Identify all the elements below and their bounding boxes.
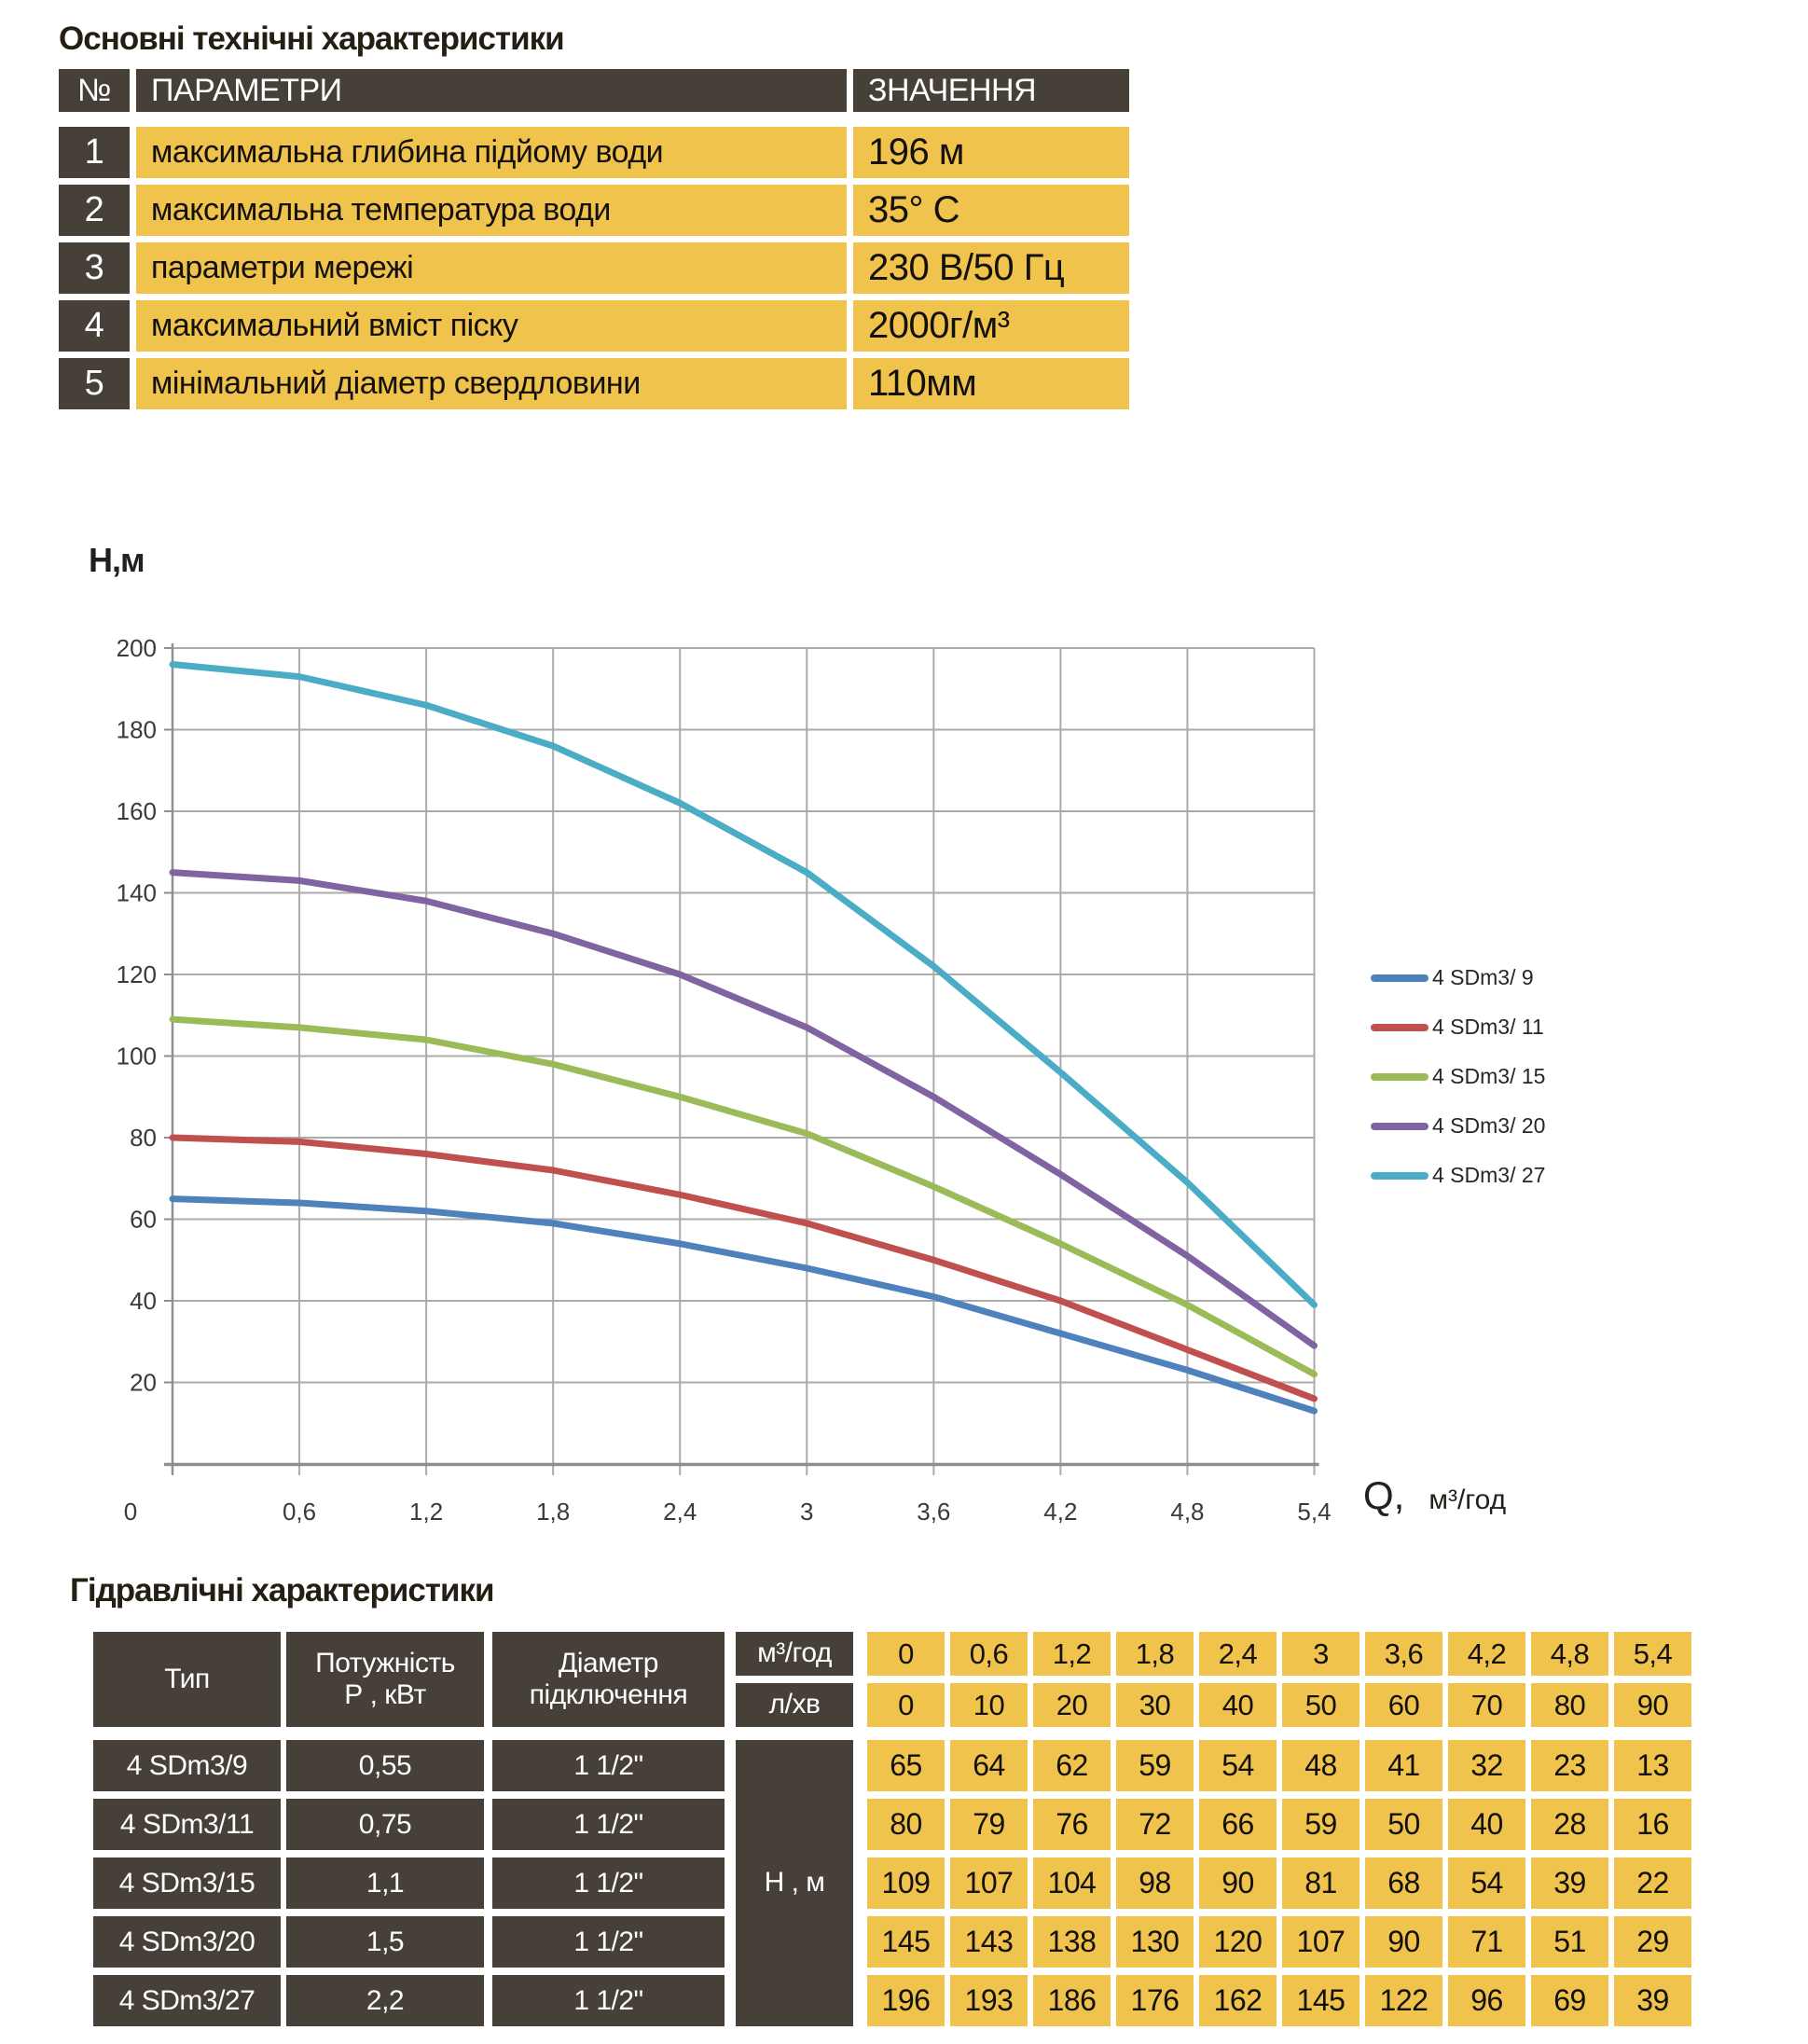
- hyd-head-value: 120: [1199, 1916, 1277, 1968]
- hyd-head-value: 66: [1199, 1799, 1277, 1850]
- hyd-pump-diameter: 1 1/2": [492, 1799, 725, 1850]
- hyd-flow-lmin-value: 80: [1531, 1683, 1608, 1727]
- tech-row-value: 110мм: [853, 358, 1129, 409]
- hyd-flow-lmin-value: 20: [1033, 1683, 1111, 1727]
- hyd-flow-lmin-value: 10: [950, 1683, 1028, 1727]
- hyd-head-value: 109: [867, 1858, 945, 1909]
- hyd-head-value: 76: [1033, 1799, 1111, 1850]
- tech-header-value: ЗНАЧЕННЯ: [853, 69, 1129, 112]
- legend-label: 4 SDm3/ 27: [1432, 1163, 1546, 1187]
- svg-text:4,2: 4,2: [1043, 1498, 1078, 1526]
- chart-x-axis-unit: м³/год: [1428, 1485, 1507, 1515]
- hyd-head-value: 145: [867, 1916, 945, 1968]
- hyd-head-value: 64: [950, 1740, 1028, 1791]
- hyd-pump-type: 4 SDm3/11: [93, 1799, 281, 1850]
- svg-text:40: 40: [130, 1287, 157, 1315]
- svg-text:140: 140: [116, 878, 157, 907]
- hyd-head-value: 32: [1448, 1740, 1525, 1791]
- hyd-head-value: 145: [1282, 1975, 1359, 2026]
- hyd-head-value: 29: [1614, 1916, 1691, 1968]
- hyd-flow-m3-value: 3,6: [1365, 1632, 1442, 1676]
- tech-row-num: 1: [59, 127, 130, 178]
- svg-text:4,8: 4,8: [1170, 1498, 1205, 1526]
- hyd-flow-m3-value: 2,4: [1199, 1632, 1277, 1676]
- hyd-flow-lmin-value: 30: [1116, 1683, 1194, 1727]
- hyd-head-value: 130: [1116, 1916, 1194, 1968]
- hyd-head-value: 41: [1365, 1740, 1442, 1791]
- hyd-head-value: 138: [1033, 1916, 1111, 1968]
- tech-header-param: ПАРАМЕТРИ: [136, 69, 847, 112]
- tech-row-param: мінімальний діаметр свердловини: [136, 358, 847, 409]
- svg-text:60: 60: [130, 1205, 157, 1234]
- svg-text:1,8: 1,8: [536, 1498, 571, 1526]
- hyd-pump-power: 1,5: [286, 1916, 484, 1968]
- hyd-flow-m3-value: 4,8: [1531, 1632, 1608, 1676]
- tech-row-value: 35° С: [853, 185, 1129, 236]
- hyd-flow-lmin-value: 90: [1614, 1683, 1691, 1727]
- tech-row-param: максимальна температура води: [136, 185, 847, 236]
- hyd-head-value: 54: [1448, 1858, 1525, 1909]
- hyd-head-value: 39: [1614, 1975, 1691, 2026]
- hyd-head-value: 23: [1531, 1740, 1608, 1791]
- hyd-flow-lmin-value: 40: [1199, 1683, 1277, 1727]
- svg-text:0,6: 0,6: [282, 1498, 317, 1526]
- hyd-head-value: 39: [1531, 1858, 1608, 1909]
- hyd-head-value: 80: [867, 1799, 945, 1850]
- tech-specs-title: Основні технічні характеристики: [59, 21, 564, 57]
- hyd-head-value: 162: [1199, 1975, 1277, 2026]
- hyd-pump-type: 4 SDm3/20: [93, 1916, 281, 1968]
- svg-text:0: 0: [123, 1498, 138, 1526]
- hyd-head-value: 196: [867, 1975, 945, 2026]
- hyd-flow-m3-value: 5,4: [1614, 1632, 1691, 1676]
- hyd-head-value: 176: [1116, 1975, 1194, 2026]
- hyd-head-value: 143: [950, 1916, 1028, 1968]
- legend-label: 4 SDm3/ 20: [1432, 1113, 1546, 1138]
- chart-y-axis-title: Н,м: [89, 541, 145, 579]
- hyd-head-value: 48: [1282, 1740, 1359, 1791]
- svg-text:3: 3: [800, 1498, 814, 1526]
- hyd-head-value: 193: [950, 1975, 1028, 2026]
- svg-text:120: 120: [116, 960, 157, 988]
- hyd-head-value: 69: [1531, 1975, 1608, 2026]
- hyd-head-value: 62: [1033, 1740, 1111, 1791]
- svg-text:3,6: 3,6: [917, 1498, 951, 1526]
- hyd-head-value: 59: [1116, 1740, 1194, 1791]
- hyd-flow-m3-value: 4,2: [1448, 1632, 1525, 1676]
- hyd-head-value: 65: [867, 1740, 945, 1791]
- hyd-flow-m3-value: 0,6: [950, 1632, 1028, 1676]
- hyd-pump-power: 0,75: [286, 1799, 484, 1850]
- svg-text:200: 200: [116, 634, 157, 662]
- hyd-head-label: Н , м: [736, 1740, 853, 2026]
- hyd-pump-type: 4 SDm3/27: [93, 1975, 281, 2026]
- hyd-head-value: 90: [1199, 1858, 1277, 1909]
- hyd-pump-power: 1,1: [286, 1858, 484, 1909]
- tech-row-num: 2: [59, 185, 130, 236]
- svg-text:1,2: 1,2: [409, 1498, 444, 1526]
- tech-row-param: максимальний вміст піску: [136, 300, 847, 352]
- hyd-pump-power: 2,2: [286, 1975, 484, 2026]
- tech-row-value: 2000г/м³: [853, 300, 1129, 352]
- hyd-flow-lmin-value: 50: [1282, 1683, 1359, 1727]
- tech-row-num: 3: [59, 242, 130, 294]
- hyd-flow-lmin-value: 60: [1365, 1683, 1442, 1727]
- hyd-pump-type: 4 SDm3/15: [93, 1858, 281, 1909]
- hyd-pump-power: 0,55: [286, 1740, 484, 1791]
- hyd-head-value: 107: [950, 1858, 1028, 1909]
- hyd-flow-m3-value: 3: [1282, 1632, 1359, 1676]
- hyd-head-value: 59: [1282, 1799, 1359, 1850]
- svg-text:5,4: 5,4: [1297, 1498, 1332, 1526]
- svg-text:20: 20: [130, 1368, 157, 1397]
- hyd-head-value: 16: [1614, 1799, 1691, 1850]
- hyd-pump-diameter: 1 1/2": [492, 1916, 725, 1968]
- svg-text:160: 160: [116, 797, 157, 825]
- chart-x-axis-symbol: Q,: [1363, 1473, 1405, 1517]
- hyd-flow-m3-value: 1,8: [1116, 1632, 1194, 1676]
- svg-text:100: 100: [116, 1042, 157, 1070]
- svg-text:80: 80: [130, 1124, 157, 1152]
- hyd-head-value: 68: [1365, 1858, 1442, 1909]
- hyd-pump-type: 4 SDm3/9: [93, 1740, 281, 1791]
- tech-row-param: параметри мережі: [136, 242, 847, 294]
- hyd-header-flow-lmin: л/хв: [736, 1683, 853, 1727]
- hyd-head-value: 50: [1365, 1799, 1442, 1850]
- hyd-head-value: 96: [1448, 1975, 1525, 2026]
- hyd-head-value: 40: [1448, 1799, 1525, 1850]
- hyd-pump-diameter: 1 1/2": [492, 1740, 725, 1791]
- hyd-head-value: 79: [950, 1799, 1028, 1850]
- hyd-flow-m3-value: 1,2: [1033, 1632, 1111, 1676]
- hyd-head-value: 186: [1033, 1975, 1111, 2026]
- tech-row-value: 230 В/50 Гц: [853, 242, 1129, 294]
- hydraulic-title: Гідравлічні характеристики: [70, 1572, 494, 1609]
- hyd-flow-m3-value: 0: [867, 1632, 945, 1676]
- hyd-header-power: Потужність Р , кВт: [286, 1632, 484, 1727]
- tech-row-num: 4: [59, 300, 130, 352]
- hyd-head-value: 28: [1531, 1799, 1608, 1850]
- hyd-head-value: 98: [1116, 1858, 1194, 1909]
- hyd-pump-diameter: 1 1/2": [492, 1975, 725, 2026]
- tech-row-value: 196 м: [853, 127, 1129, 178]
- hyd-pump-diameter: 1 1/2": [492, 1858, 725, 1909]
- hyd-head-value: 81: [1282, 1858, 1359, 1909]
- svg-text:180: 180: [116, 715, 157, 744]
- hyd-head-value: 122: [1365, 1975, 1442, 2026]
- svg-text:2,4: 2,4: [663, 1498, 697, 1526]
- legend-label: 4 SDm3/ 15: [1432, 1064, 1546, 1088]
- hyd-head-value: 22: [1614, 1858, 1691, 1909]
- legend-label: 4 SDm3/ 11: [1432, 1015, 1544, 1039]
- hyd-head-value: 107: [1282, 1916, 1359, 1968]
- legend-label: 4 SDm3/ 9: [1432, 965, 1534, 989]
- hyd-header-flow-m3: м³/год: [736, 1632, 853, 1676]
- hyd-header-diameter: Діаметр підключення: [492, 1632, 725, 1727]
- hyd-head-value: 54: [1199, 1740, 1277, 1791]
- hyd-head-value: 71: [1448, 1916, 1525, 1968]
- tech-header-num: №: [59, 69, 130, 112]
- hyd-head-value: 104: [1033, 1858, 1111, 1909]
- hyd-flow-lmin-value: 70: [1448, 1683, 1525, 1727]
- hyd-header-type: Тип: [93, 1632, 281, 1727]
- hyd-head-value: 51: [1531, 1916, 1608, 1968]
- hyd-head-value: 90: [1365, 1916, 1442, 1968]
- tech-row-num: 5: [59, 358, 130, 409]
- hyd-head-value: 13: [1614, 1740, 1691, 1791]
- tech-row-param: максимальна глибина підйому води: [136, 127, 847, 178]
- hyd-head-value: 72: [1116, 1799, 1194, 1850]
- hyd-flow-lmin-value: 0: [867, 1683, 945, 1727]
